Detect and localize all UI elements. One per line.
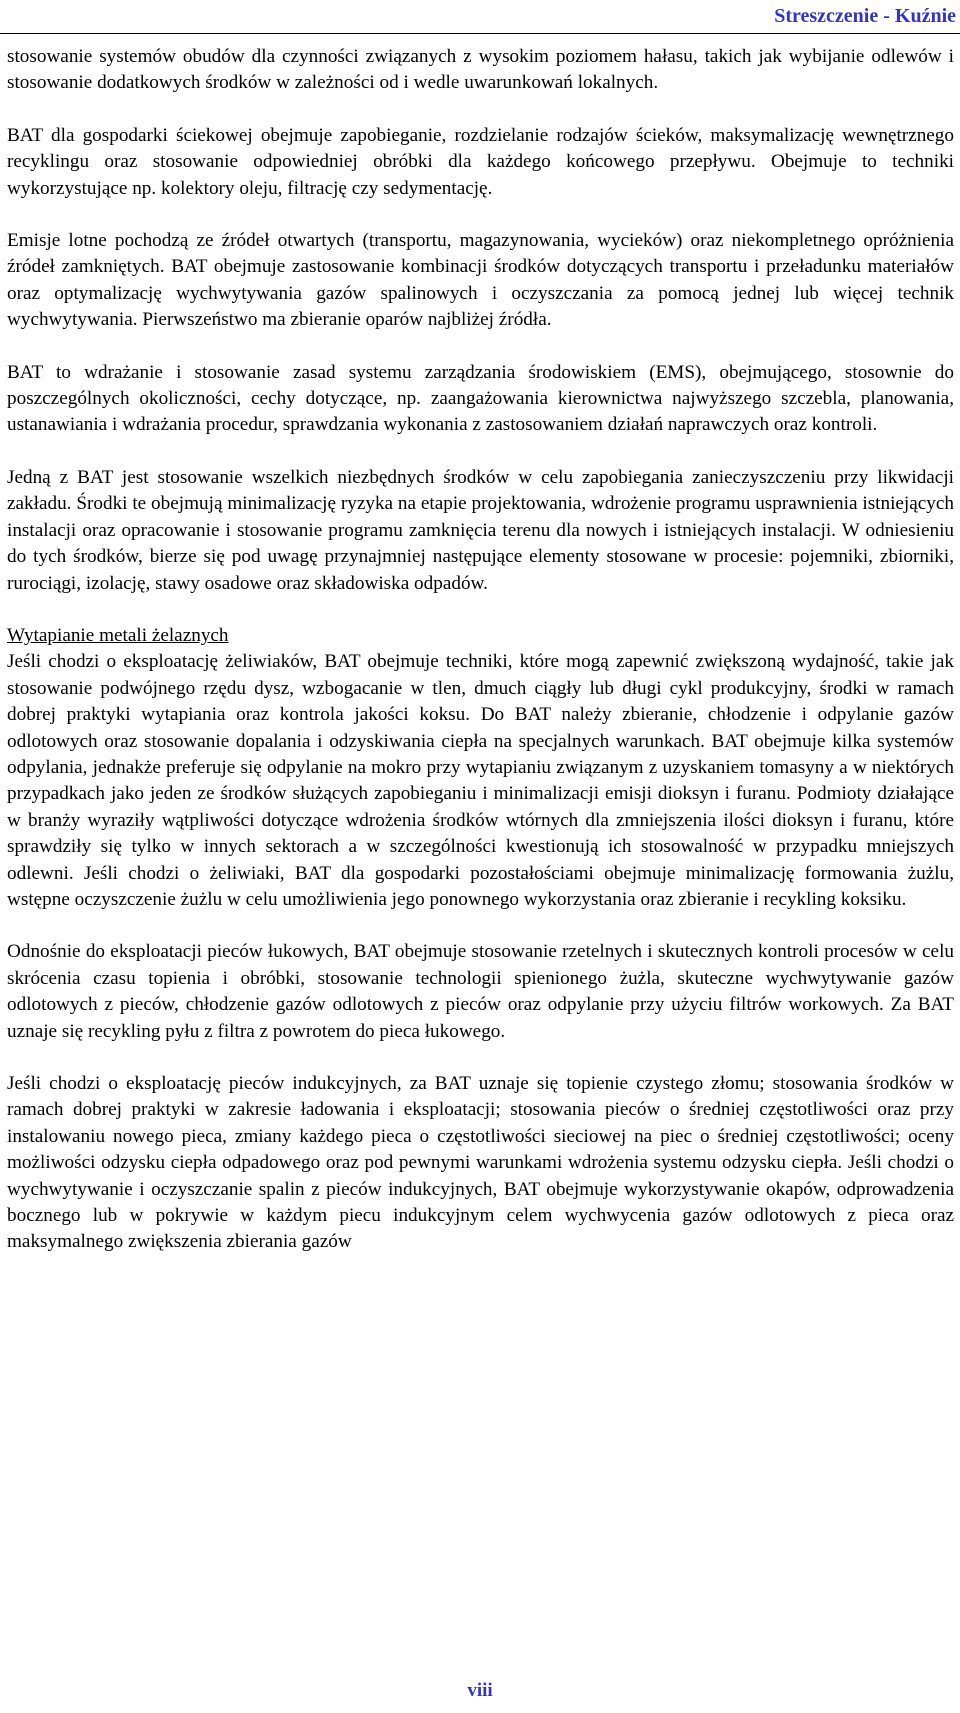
section-block — [7, 623, 954, 913]
section-intro-paragraph: Jeśli chodzi o eksploatację żeliwiaków, BAT obejmuje techniki, które mogą zapewnić zwiększoną wydajność, takie jak stosowanie podwójnego rzędu dysz, wzbogacanie w tlen, dmuch ciągły lub długi cykl produkcyjny, środki w ramach dobrej praktyki wytapiania oraz kontrola jakości koksu. Do BAT należy zbieranie, chłodzenie i odpylanie gazów odlotowych oraz stosowanie dopalania i odzyskiwania ciepła na specjalnych warunkach. BAT obejmuje kilka systemów odpylania, jednakże preferuje się odpylanie na mokro przy wytapianiu związanym z uzyskaniem tomasyny a w niektórych przypadkach jako jeden ze środków służących zapobieganiu i minimalizacji emisji dioksyn i furanu. Podmioty działające w branży wyraziły wątpliwości dotyczące wdrożenia środków wtórnych dla zmniejszenia ilości dioksyn i furanu, które sprawdziły się tylko w innych sektorach a w szczególności kwestionują ich stosowalność w przypadku mniejszych odlewni. Jeśli chodzi o żeliwiaki, BAT dla gospodarki pozostałościami obejmuje minimalizację formowania żużlu, wstępne oczyszczenie żużlu w celu umożliwienia jego ponownego wykorzystania oraz zbieranie i recykling koksiku. — [7, 651, 954, 910]
paragraph: BAT to wdrażanie i stosowanie zasad systemu zarządzania środowiskiem (EMS), obejmującego, stosownie do poszczególnych okoliczności, cechy dotyczące, np. zaangażowania kierownictwa najwyższego szczebla, planowania, ustanawiania i wdrażania procedur, sprawdzania wykonania z zastosowaniem działań naprawczych oraz kontroli. — [7, 361, 954, 436]
paragraph: Jedną z BAT jest stosowanie wszelkich niezbędnych środków w celu zapobiegania zanieczyszczeniu przy likwidacji zakładu. Środki te obejmują minimalizację ryzyka na etapie projektowania, wdrożenie programu usprawnienia istniejących instalacji oraz opracowanie i stosowanie programu zamknięcia terenu dla nowych i istniejących instalacji. W odniesieniu do tych środków, bierze się pod uwagę przynajmniej następujące elementy stosowane w procesie: pojemniki, zbiorniki, rurociągi, izolację, stawy osadowe oraz składowiska odpadów. — [7, 466, 954, 594]
paragraph: BAT dla gospodarki ściekowej obejmuje zapobieganie, rozdzielanie rodzajów ścieków, maksymalizację wewnętrznego recyklingu oraz stosowanie odpowiedniej obróbki dla każdego końcowego przepływu. Obejmuje to techniki wykorzystujące np. kolektory oleju, filtrację czy sedymentację. — [7, 124, 954, 199]
page-number: viii — [467, 1680, 493, 1701]
paragraph: Jeśli chodzi o eksploatację pieców indukcyjnych, za BAT uznaje się topienie czystego złomu; stosowania środków w ramach dobrej praktyki w zakresie ładowania i eksploatacji; stosowania pieców o średniej częstotliwości oraz przy instalowaniu nowego pieca, zmiany każdego pieca o częstotliwości sieciowej na piec o średniej częstotliwości; oceny możliwości odzysku ciepła odpadowego oraz pod pewnymi warunkami wdrożenia systemu odzysku ciepła. Jeśli chodzi o wychwytywanie i oczyszczanie spalin z pieców indukcyjnych, BAT obejmuje wykorzystywanie okapów, odprowadzenia bocznego lub w pokrywie w każdym piecu indukcyjnym celem wychwycenia gazów odlotowych z pieca oraz maksymalnego zwiększenia zbierania gazów — [7, 1073, 954, 1253]
paragraph: stosowanie systemów obudów dla czynności związanych z wysokim poziomem hałasu, takich jak wybijanie odlewów i stosowanie dodatkowych środków w zależności od i wedle uwarunkowań lokalnych. — [7, 46, 954, 94]
paragraph: Emisje lotne pochodzą ze źródeł otwartych (transportu, magazynowania, wycieków) oraz niekompletnego opróżnienia źródeł zamkniętych. BAT obejmuje zastosowanie kombinacji środków dotyczących transportu i przeładunku materiałów oraz optymalizację wychwytywania gazów spalinowych i oczyszczania za pomocą jednej lub więcej technik wychwytywania. Pierwszeństwo ma zbieranie oparów najbliżej źródła. — [7, 230, 954, 331]
section-heading: Wytapianie metali żelaznych — [7, 624, 229, 646]
paragraph: Odnośnie do eksploatacji pieców łukowych, BAT obejmuje stosowanie rzetelnych i skutecznych kontroli procesów w celu skrócenia czasu topienia i obróbki, stosowanie technologii spienionego żużla, skuteczne wychwytywanie gazów odlotowych z pieców, chłodzenie gazów odlotowych z pieców oraz odpylanie przy użyciu filtrów workowych. Za BAT uznaje się recykling pyłu z filtra z powrotem do pieca łukowego. — [7, 941, 954, 1042]
header-rule — [0, 33, 960, 34]
running-header: Streszczenie - Kuźnie — [774, 5, 956, 27]
document-body — [7, 44, 954, 1282]
